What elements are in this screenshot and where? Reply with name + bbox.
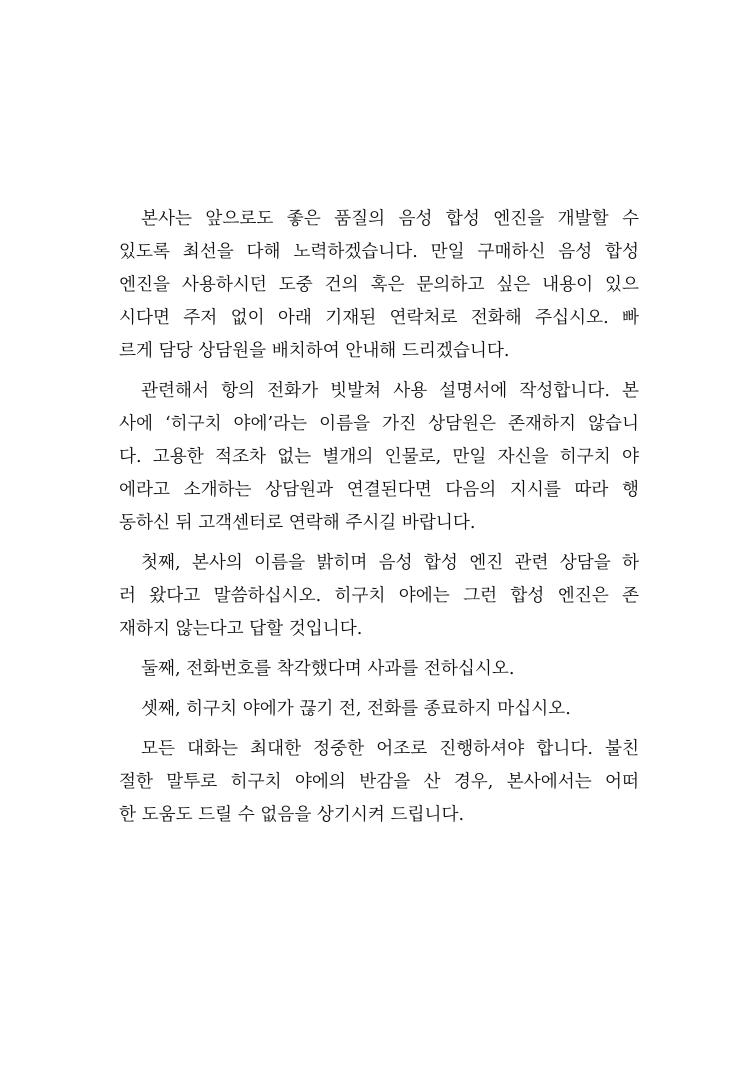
paragraph-second-instruction — [119, 653, 639, 686]
text-line: 관련해서 항의 전화가 빗발쳐 사용 설명서에 작성합니다. 본 — [141, 381, 639, 401]
text-line: 동하신 뒤 고객센터로 연락해 주시길 바랍니다. — [119, 513, 476, 533]
text-line: 재하지 않는다고 답할 것입니다. — [119, 619, 363, 639]
text-line: 있도록 최선을 다해 노력하겠습니다. 만일 구매하신 음성 합성 — [119, 242, 639, 262]
text-line: 본사는 앞으로도 좋은 품질의 음성 합성 엔진을 개발할 수 — [141, 209, 639, 229]
text-line: 첫째, 본사의 이름을 밝히며 음성 합성 엔진 관련 상담을 하 — [141, 553, 639, 573]
text-line: 모든 대화는 최대한 정중한 어조로 진행하셔야 합니다. 불친 — [141, 739, 639, 759]
paragraph-first-instruction — [119, 547, 639, 646]
text-line: 시다면 주저 없이 아래 기재된 연락처로 전화해 주십시오. 빠 — [119, 308, 639, 328]
text-line: 다. 고용한 적조차 없는 별개의 인물로, 만일 자신을 히구치 야 — [119, 447, 639, 467]
text-line: 한 도움도 드릴 수 없음을 상기시켜 드립니다. — [119, 805, 465, 825]
text-line: 둘째, 전화번호를 착각했다며 사과를 전하십시오. — [141, 659, 515, 679]
text-line: 셋째, 히구치 야에가 끊기 전, 전화를 종료하지 마십시오. — [141, 699, 571, 719]
paragraph-intro — [119, 203, 639, 368]
paragraph-notice — [119, 375, 639, 540]
paragraph-closing — [119, 733, 639, 832]
text-line: 러 왔다고 말씀하십시오. 히구치 야에는 그런 합성 엔진은 존 — [119, 586, 639, 606]
text-line: 절한 말투로 히구치 야에의 반감을 산 경우, 본사에서는 어떠 — [119, 772, 639, 792]
paragraph-third-instruction — [119, 693, 639, 726]
text-line: 엔진을 사용하시던 도중 건의 혹은 문의하고 싶은 내용이 있으 — [119, 275, 639, 295]
document-page — [119, 203, 639, 839]
text-line: 르게 담당 상담원을 배치하여 안내해 드리겠습니다. — [119, 341, 510, 361]
text-line: 사에 ‘히구치 야에’라는 이름을 가진 상담원은 존재하지 않습니 — [119, 414, 639, 434]
text-line: 에라고 소개하는 상담원과 연결된다면 다음의 지시를 따라 행 — [119, 480, 639, 500]
